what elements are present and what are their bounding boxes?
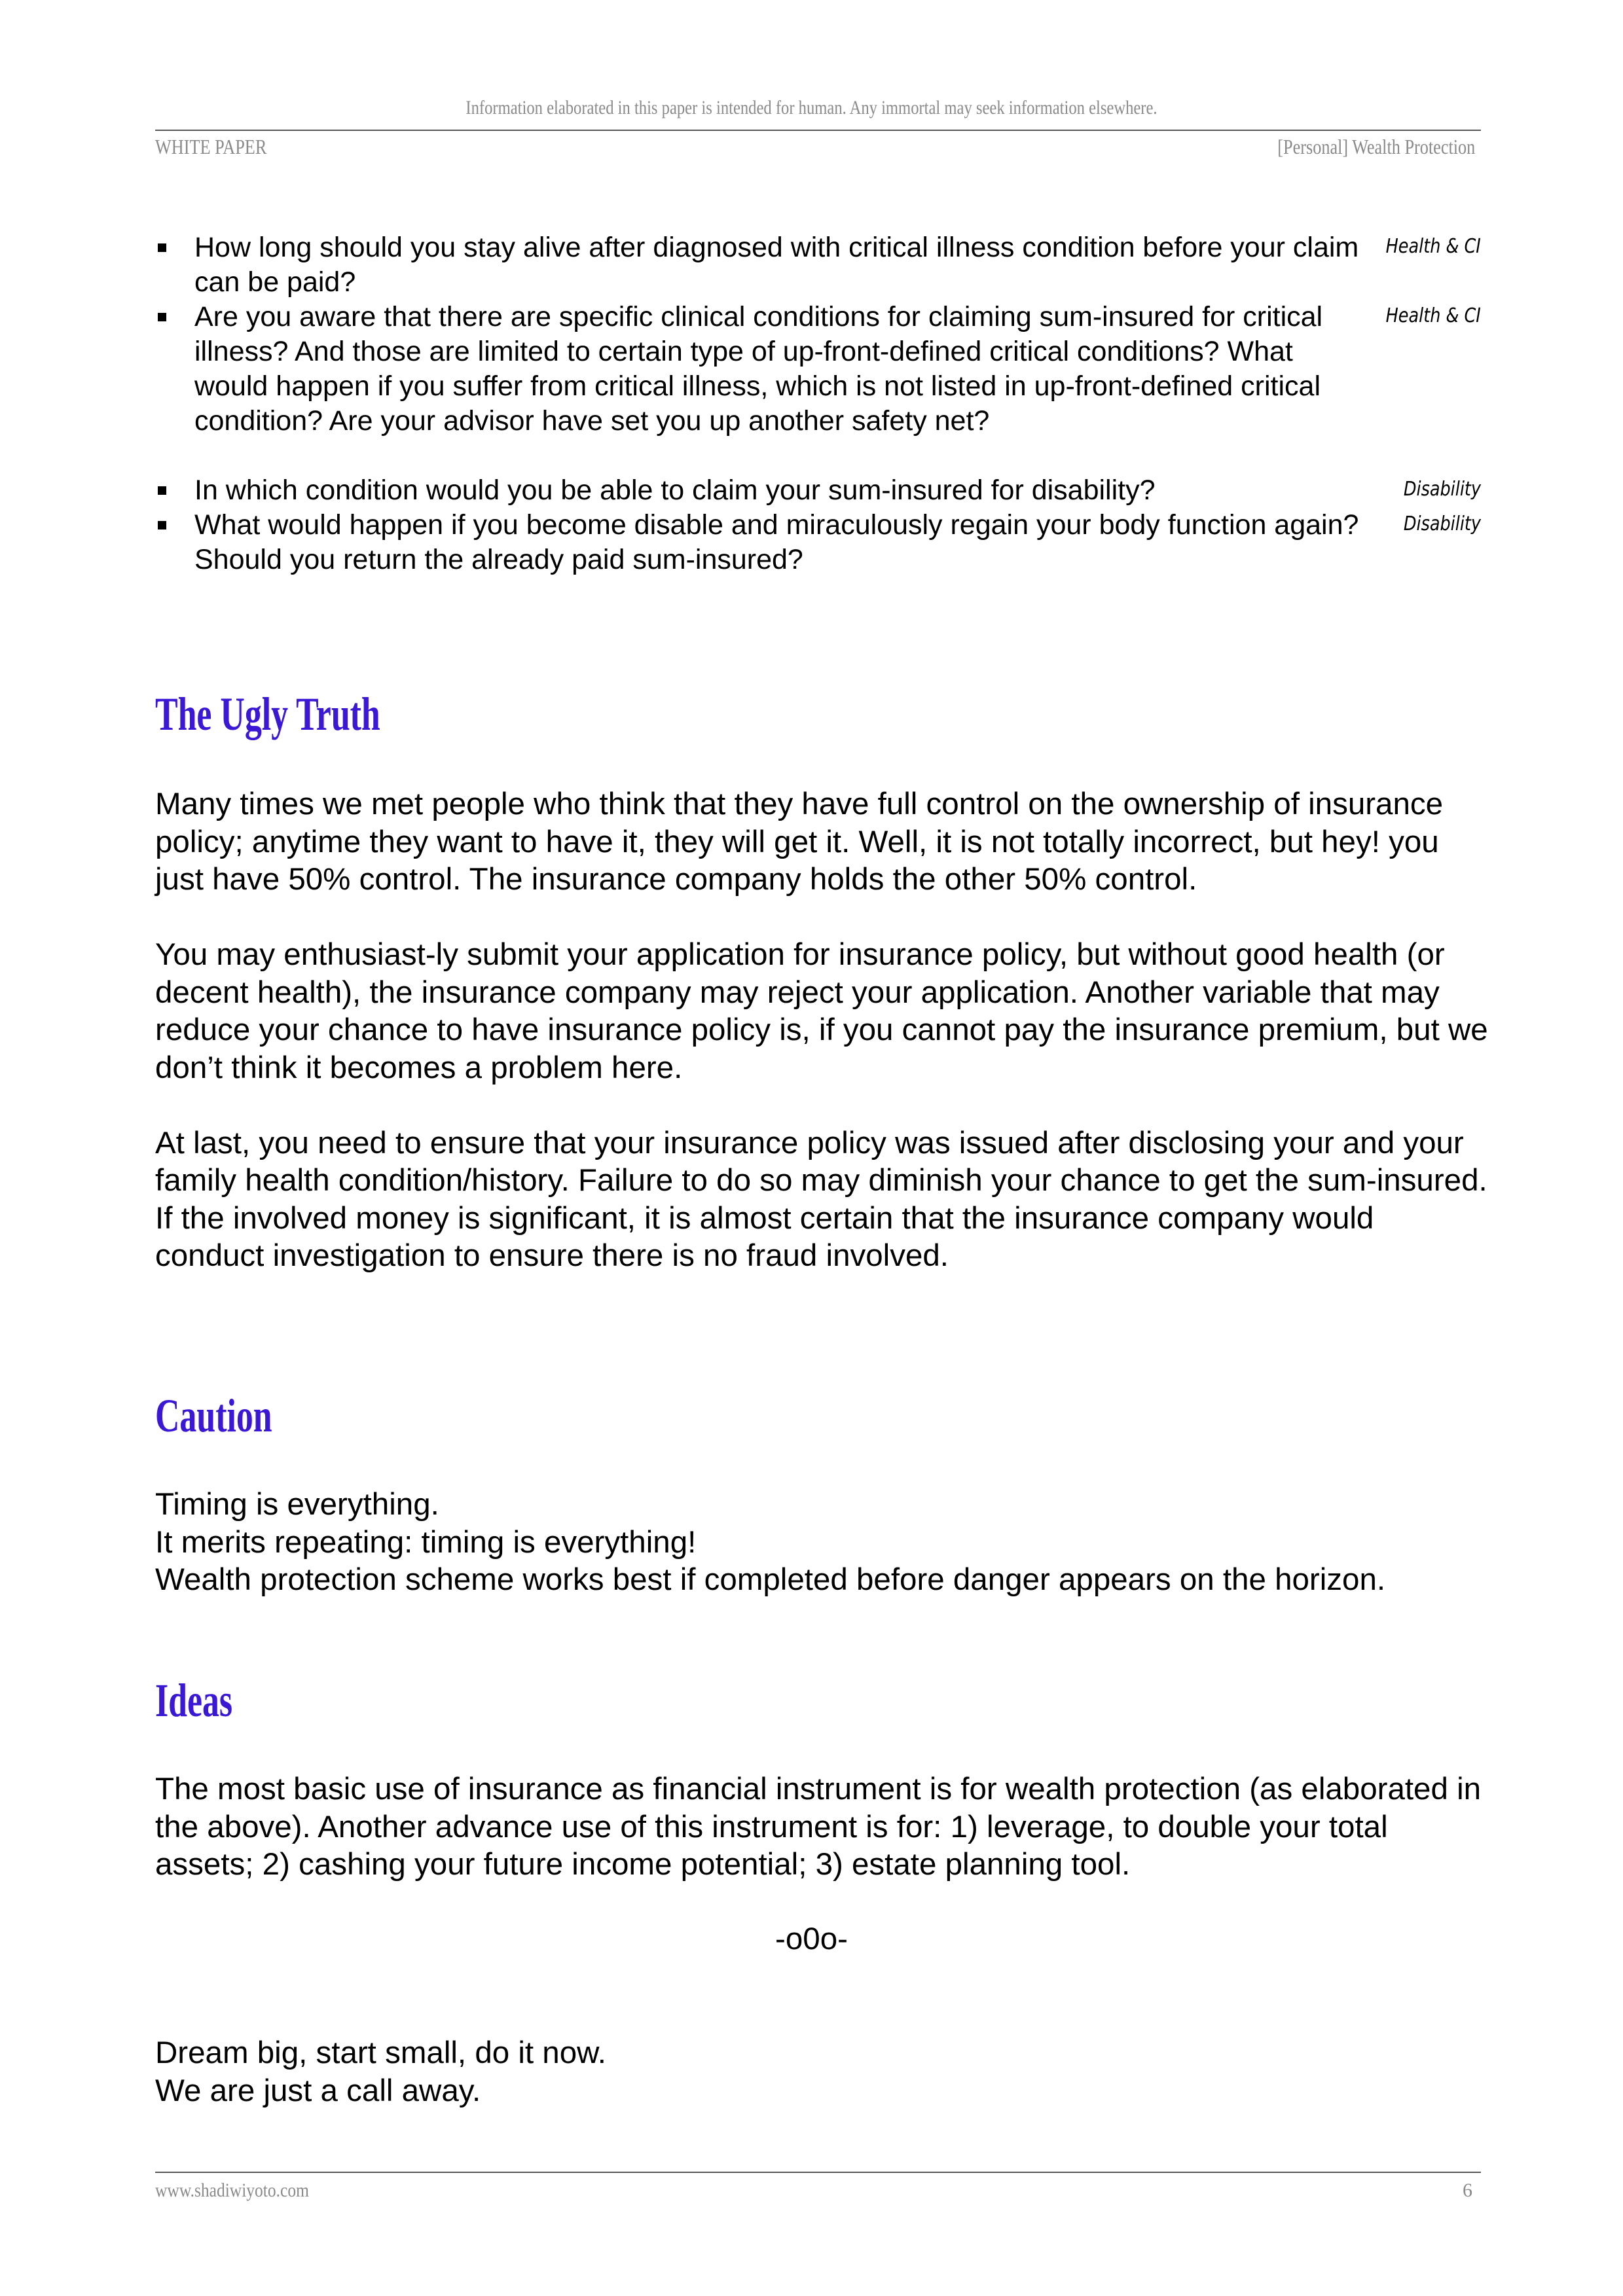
section-heading-caution: Caution: [155, 1390, 272, 1442]
question-text: In which condition would you be able to claim your sum-insured for disability?: [194, 475, 1156, 506]
footer-website: www.shadiwiyoto.com: [155, 2179, 309, 2201]
list-item: [155, 230, 1481, 300]
bullet-icon: [155, 300, 194, 439]
paragraph: The most basic use of insurance as financial instrument is for wealth protection (as elaborated in the above). Another advance use of this instrument is for: 1) leverage, to double your total assets; 2) cashing your future income potential; 3) estate planning tool.: [155, 1772, 1482, 1882]
question-tag: Disability: [1403, 478, 1481, 501]
section-body-caution: [155, 1486, 1491, 1599]
text-line: Timing is everything.: [155, 1487, 439, 1522]
list-item: [155, 300, 1481, 439]
section-heading-ugly-truth: The Ugly Truth: [155, 688, 380, 740]
text-line: It merits repeating: timing is everything!: [155, 1524, 697, 1560]
bullet-icon: [155, 508, 194, 577]
question-list: [155, 230, 1481, 577]
list-item: [155, 473, 1481, 508]
section-separator: -o0o-: [775, 1922, 848, 1956]
section-heading-ideas: Ideas: [155, 1674, 233, 1727]
text-line: Wealth protection scheme works best if completed before danger appears on the horizon.: [155, 1562, 1386, 1597]
header-doc-title: [Personal] Wealth Protection: [1277, 135, 1475, 158]
header-doc-type: WHITE PAPER: [155, 135, 267, 158]
header-rule: [155, 130, 1481, 131]
section-body-ideas: [155, 1770, 1491, 1884]
question-tag: Health & CI: [1385, 304, 1481, 327]
question-text: How long should you stay alive after diagnosed with critical illness condition before your claim can be paid?: [194, 232, 1359, 298]
question-text: Are you aware that there are specific clinical conditions for claiming sum-insured for critical illness? And those are limited to certain type of up-front-defined critical conditions? What would happen if you suffer from critical illness, which is not listed in up-front-defined critical condition? Are your advisor have set you up another safety net?: [194, 301, 1323, 437]
page-number: 6: [1463, 2179, 1472, 2201]
bullet-icon: [155, 230, 194, 300]
paragraph: At last, you need to ensure that your insurance policy was issued after disclosing your and your family health condition/history. Failure to do so may diminish your chance to get the sum-insured. If the involved money is significant, it is almost certain that the insurance company would conduct investigation to ensure there is no fraud involved.: [155, 1125, 1487, 1273]
text-line: We are just a call away.: [155, 2073, 481, 2108]
question-tag: Disability: [1403, 512, 1481, 535]
question-tag: Health & CI: [1385, 235, 1481, 258]
footer-rule: [155, 2172, 1481, 2173]
section-body-ugly-truth: [155, 785, 1491, 1275]
paragraph: Many times we met people who think that they have full control on the ownership of insurance policy; anytime they want to have it, they will get it. Well, it is not totally incorrect, but hey! you just have 50% control. The insurance company holds the other 50% control.: [155, 787, 1444, 897]
header-tagline: Information elaborated in this paper is intended for human. Any immortal may seek information elsewhere.: [465, 97, 1158, 118]
closing-lines: [155, 2034, 1491, 2109]
text-line: Dream big, start small, do it now.: [155, 2036, 607, 2070]
bullet-icon: [155, 473, 194, 508]
list-item: [155, 508, 1481, 577]
paragraph: You may enthusiast-ly submit your application for insurance policy, but without good health (or decent health), the insurance company may reject your application. Another variable that may reduce your chance to have insurance policy is, if you cannot pay the insurance premium, but we don’t think it becomes a problem here.: [155, 937, 1488, 1085]
question-text: What would happen if you become disable and miraculously regain your body function again? Should you return the already paid sum-insured?: [194, 509, 1359, 575]
